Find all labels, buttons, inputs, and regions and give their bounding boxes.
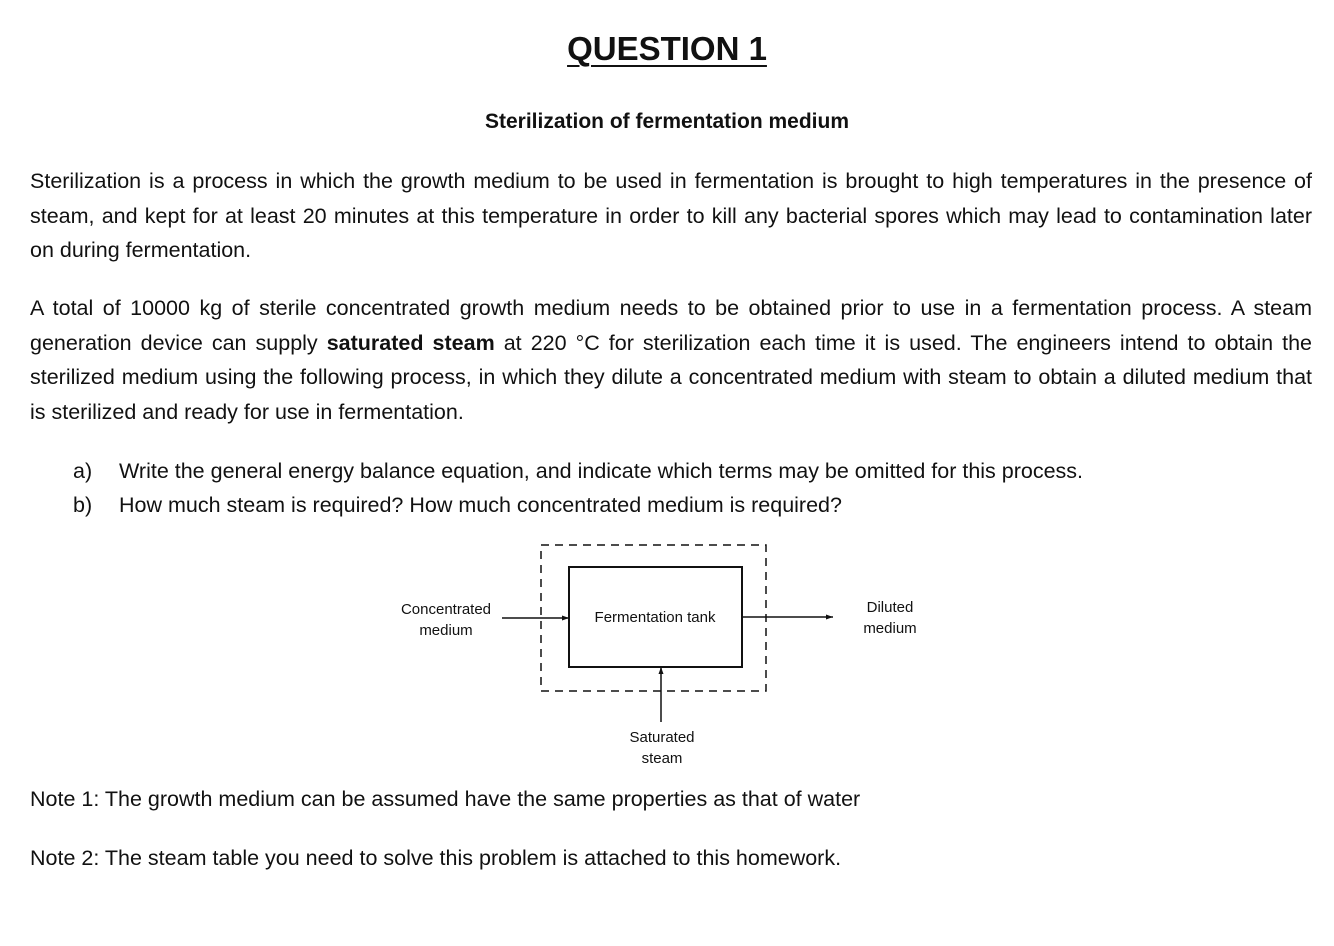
outlet-label-line2: medium bbox=[863, 620, 917, 637]
question-label-b: b) bbox=[73, 493, 93, 517]
saturated-steam-emphasis: saturated steam bbox=[326, 330, 495, 355]
outlet-label-line1: Diluted bbox=[866, 599, 914, 616]
inlet-label-line2: medium bbox=[419, 622, 473, 639]
question-label-a: a) bbox=[73, 459, 93, 483]
question-title: QUESTION 1 bbox=[567, 30, 767, 67]
note-2: Note 2: The steam table you need to solve this problem is attached to this homework. bbox=[30, 846, 842, 870]
question-subtitle: Sterilization of fermentation medium bbox=[484, 110, 850, 133]
paragraph-text-start: A total of 10000 kg of sterile concentrated growth medium needs to be obtained prior to use in a fermentation process. A steam generation device can supply bbox=[30, 296, 1312, 355]
tank-label: Fermentation tank bbox=[594, 609, 716, 626]
note-1: Note 1: The growth medium can be assumed have the same properties as that of water bbox=[30, 787, 861, 811]
steam-label-line2: steam bbox=[641, 750, 683, 767]
paragraph-text-end: at 220 °C for sterilization each time it is used. The engineers intend to obtain the sterilized medium using the following process, in which they dilute a concentrated medium with steam to obtain a diluted medium that is sterilized and ready for use in fermentation. bbox=[30, 330, 1312, 424]
inlet-label-line1: Concentrated bbox=[400, 601, 492, 618]
question-text-b: How much steam is required? How much concentrated medium is required? bbox=[119, 493, 842, 517]
steam-label-line1: Saturated bbox=[629, 729, 695, 746]
question-text-a: Write the general energy balance equation, and indicate which terms may be omitted for this process. bbox=[119, 459, 1084, 483]
paragraph-sterilization-definition: Sterilization is a process in which the growth medium to be used in fermentation is brought to high temperatures in the presence of steam, and kept for at least 20 minutes at this temperature in order to kill any bacterial spores which may lead to contamination later on during fermentation. bbox=[30, 169, 1312, 262]
